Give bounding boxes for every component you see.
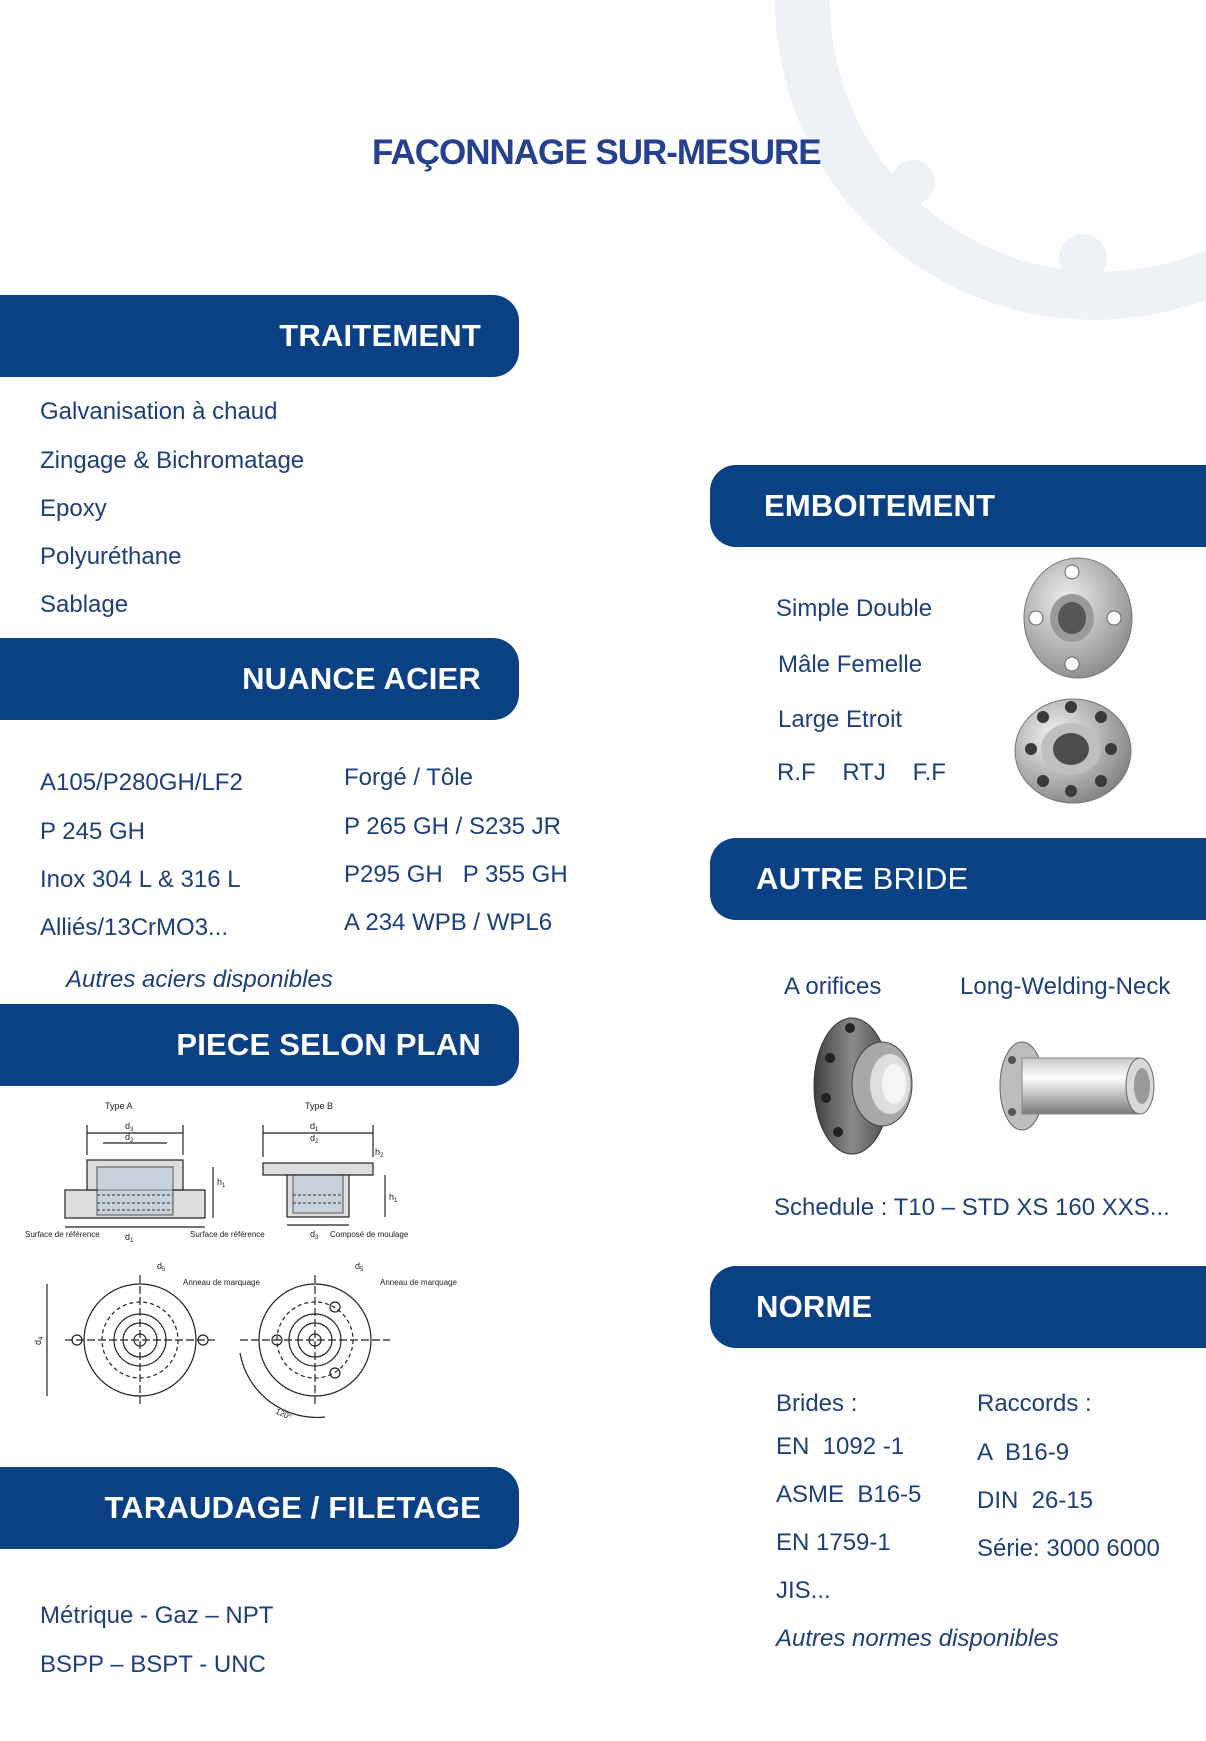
nuance-col2-item: P295 GH P 355 GH: [344, 861, 568, 888]
nuance-col2-item: Forgé / Tôle: [344, 764, 473, 791]
drawing-surface-ref-a: Surface de référence: [25, 1230, 100, 1239]
norme-brides-item: EN 1759-1: [776, 1529, 891, 1556]
drawing-b-d1-label: $d_1$: [310, 1121, 319, 1133]
drawing-d4-label: $d_4$: [33, 1336, 45, 1345]
emboitement-item: Mâle Femelle: [778, 651, 923, 678]
drawing-b-h2-label: $h_2$: [375, 1147, 384, 1159]
norme-heading: NORME: [756, 1289, 873, 1324]
drawing-b-d3-label: $d_3$: [310, 1229, 319, 1241]
norme-brides-item: ASME B16-5: [776, 1481, 922, 1508]
long-weld-neck-flange-icon: [998, 1040, 1158, 1132]
autre-heading-bold: AUTRE: [756, 861, 864, 896]
technical-drawing-icon: [25, 1095, 485, 1425]
norme-brides-item: JIS...: [776, 1577, 831, 1604]
nuance-heading: NUANCE ACIER: [242, 661, 481, 696]
autre-label-orifices: A orifices: [784, 973, 882, 1000]
norme-raccords-title: Raccords :: [977, 1390, 1092, 1417]
emboitement-item: R.F RTJ F.F: [777, 759, 946, 786]
emboitement-heading: EMBOITEMENT: [764, 488, 996, 523]
nuance-note: Autres aciers disponibles: [66, 966, 333, 993]
traitement-heading: TRAITEMENT: [279, 318, 481, 353]
norme-brides-item: EN 1092 -1: [776, 1433, 905, 1460]
nuance-col1-item: Inox 304 L & 316 L: [40, 866, 241, 893]
emboitement-item: Large Etroit: [778, 706, 903, 733]
traitement-item: Polyuréthane: [40, 543, 182, 570]
emboitement-item: Simple Double: [776, 595, 933, 622]
drawing-d3-label: $d_3$: [125, 1121, 134, 1133]
autre-schedule: Schedule : T10 – STD XS 160 XXS...: [774, 1194, 1170, 1221]
drawing-b-h1-label: $h_1$: [389, 1192, 398, 1204]
raised-face-flange-icon: [1013, 693, 1133, 805]
piece-banner: [0, 1004, 519, 1086]
piece-heading: PIECE SELON PLAN: [176, 1027, 481, 1062]
drawing-d2-label: $d_2$: [125, 1132, 134, 1144]
drawing-h1-label: $h_1$: [217, 1177, 226, 1189]
norme-raccords-item: DIN 26-15: [977, 1487, 1094, 1514]
autre-heading-normal: BRIDE: [863, 861, 969, 896]
taraudage-item: BSPP – BSPT - UNC: [40, 1651, 266, 1678]
traitement-item: Epoxy: [40, 495, 107, 522]
nuance-col2-item: A 234 WPB / WPL6: [344, 909, 553, 936]
traitement-item: Zingage & Bichromatage: [40, 447, 305, 474]
nuance-banner: [0, 638, 519, 720]
drawing-d1-label: $d_1$: [125, 1232, 134, 1244]
nuance-col1-item: A105/P280GH/LF2: [40, 769, 243, 796]
traitement-item: Sablage: [40, 591, 129, 618]
page-title: FAÇONNAGE SUR-MESURE: [372, 133, 821, 172]
traitement-item: Galvanisation à chaud: [40, 398, 278, 425]
nuance-col1-item: P 245 GH: [40, 818, 145, 845]
orifice-flange-icon: [812, 1008, 918, 1156]
drawing-anneau-a: Anneau de marquage: [183, 1278, 260, 1287]
nuance-col1-item: Alliés/13CrMO3...: [40, 914, 229, 941]
norme-note: Autres normes disponibles: [776, 1625, 1059, 1652]
drawing-b-d5-label: $d_5$: [355, 1261, 364, 1273]
slip-on-flange-icon: [1022, 552, 1134, 680]
drawing-b-d2-label: $d_2$: [310, 1133, 319, 1145]
autre-bride-banner: [710, 838, 1206, 920]
taraudage-heading: TARAUDAGE / FILETAGE: [104, 1490, 481, 1525]
taraudage-item: Métrique - Gaz – NPT: [40, 1602, 274, 1629]
autre-label-long-welding-neck: Long-Welding-Neck: [960, 973, 1171, 1000]
norme-raccords-item: Série: 3000 6000: [977, 1535, 1160, 1562]
drawing-type-a-label: Type A: [105, 1101, 133, 1111]
norme-banner: [710, 1266, 1206, 1348]
drawing-compose-label: Composé de moulage: [330, 1230, 409, 1239]
drawing-anneau-b: Anneau de marquage: [380, 1278, 457, 1287]
norme-raccords-item: A B16-9: [977, 1439, 1070, 1466]
norme-brides-title: Brides :: [776, 1390, 858, 1417]
nuance-col2-item: P 265 GH / S235 JR: [344, 813, 562, 840]
traitement-banner: [0, 295, 519, 377]
drawing-surface-ref-b: Surface de référence: [190, 1230, 265, 1239]
emboitement-banner: [710, 465, 1206, 547]
taraudage-banner: [0, 1467, 519, 1549]
drawing-type-b-label: Type B: [305, 1101, 334, 1111]
drawing-d5-label: $d_5$: [157, 1261, 166, 1273]
drawing-angle-label: 120°: [274, 1406, 293, 1422]
